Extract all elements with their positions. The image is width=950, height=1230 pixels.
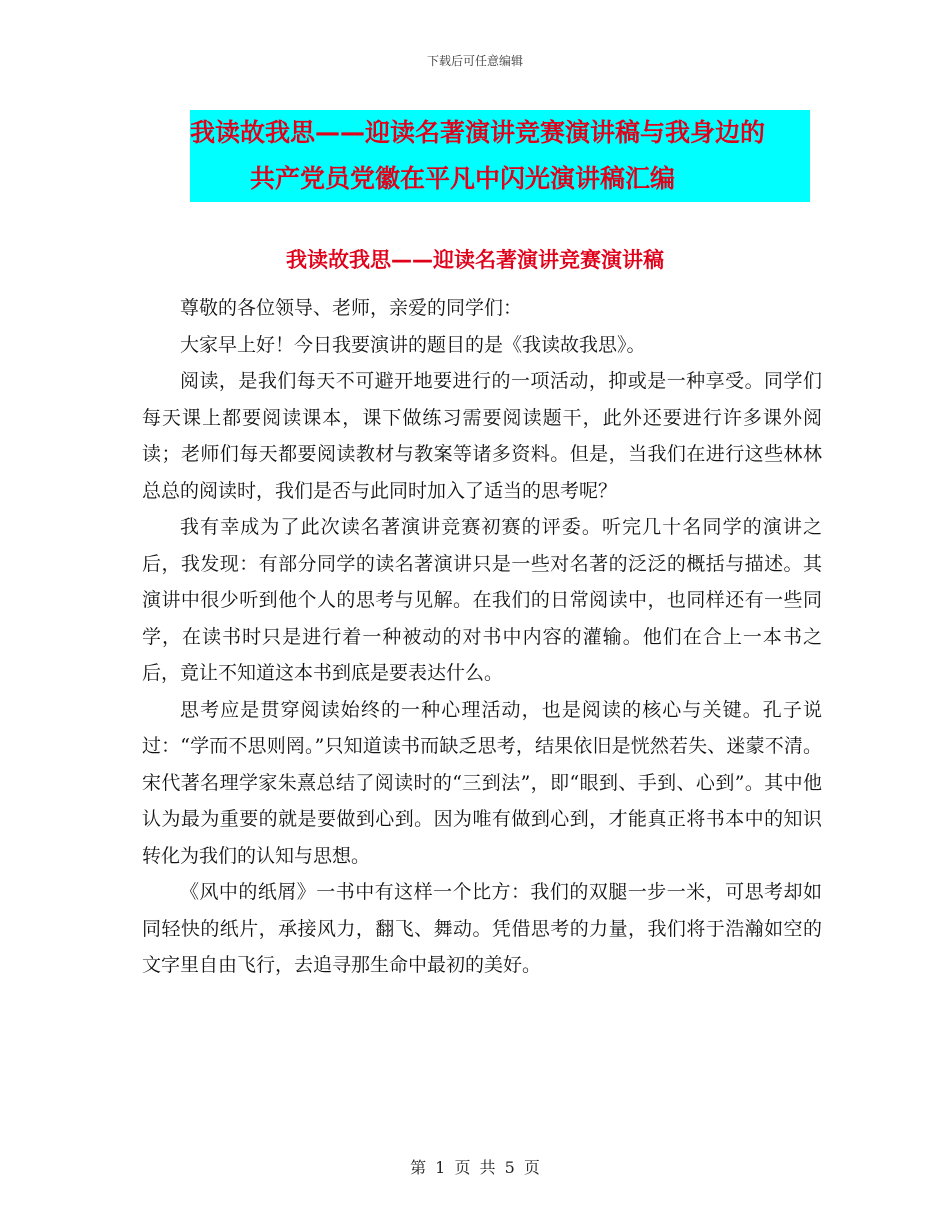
paragraph-metaphor: 《风中的纸屑》一书中有这样一个比方：我们的双腿一步一米，可思考却如同轻快的纸片，承接风力，翻飞、舞动。凭借思考的力量，我们将于浩瀚如空的文字里自由飞行，去追寻那生命中最初的美好。 <box>142 881 822 976</box>
paragraph-salutation: 尊敬的各位领导、老师，亲爱的同学们： <box>180 297 523 319</box>
paragraph-greeting: 大家早上好！今日我要演讲的题目的是《我读故我思》。 <box>180 333 646 356</box>
paragraph-thinking: 思考应是贯穿阅读始终的一种心理活动，也是阅读的核心与关键。孔子说过：“学而不思则罔。”只知道读书而缺乏思考，结果依旧是恍然若失、迷蒙不清。宋代著名理学家朱熹总结了阅读时的“三到法”，即“眼到、手到、心到”。其中他认为最为重要的就是要做到心到。因为唯有做到心到，才能真正将书本中的知识转化为我们的认知与思想。 <box>142 698 822 867</box>
section-title: 我读故我思——迎读名著演讲竞赛演讲稿 <box>286 248 664 272</box>
page-footer: 第 1 页 共 5 页 <box>410 1158 540 1177</box>
paragraph-reading: 阅读，是我们每天不可避开地要进行的一项活动，抑或是一种享受。同学们每天课上都要阅读课本，课下做练习需要阅读题干，此外还要进行许多课外阅读；老师们每天都要阅读教材与教案等诸多资料。但是，当我们在进行这些林林总总的阅读时，我们是否与此同时加入了适当的思考呢？ <box>142 370 822 502</box>
main-title-line-1-text: 我读故我思——迎读名著演讲竞赛演讲稿与我身边的 <box>190 118 766 147</box>
main-title <box>190 110 810 202</box>
speech-body <box>142 290 822 984</box>
main-title-line-2-text: 共产党员党徽在平凡中闪光演讲稿汇编 <box>250 164 676 193</box>
main-title-line-1 <box>190 110 810 156</box>
header-note: 下载后可任意编辑 <box>426 54 523 68</box>
paragraph-judge: 我有幸成为了此次读名著演讲竞赛初赛的评委。听完几十名同学的演讲之后，我发现：有部分同学的读名著演讲只是一些对名著的泛泛的概括与描述。其演讲中很少听到他个人的思考与见解。在我们的日常阅读中，也同样还有一些同学，在读书时只是进行着一种被动的对书中内容的灌输。他们在合上一本书之后，竟让不知道这本书到底是要表达什么。 <box>142 516 822 684</box>
main-title-line-2 <box>190 156 810 202</box>
